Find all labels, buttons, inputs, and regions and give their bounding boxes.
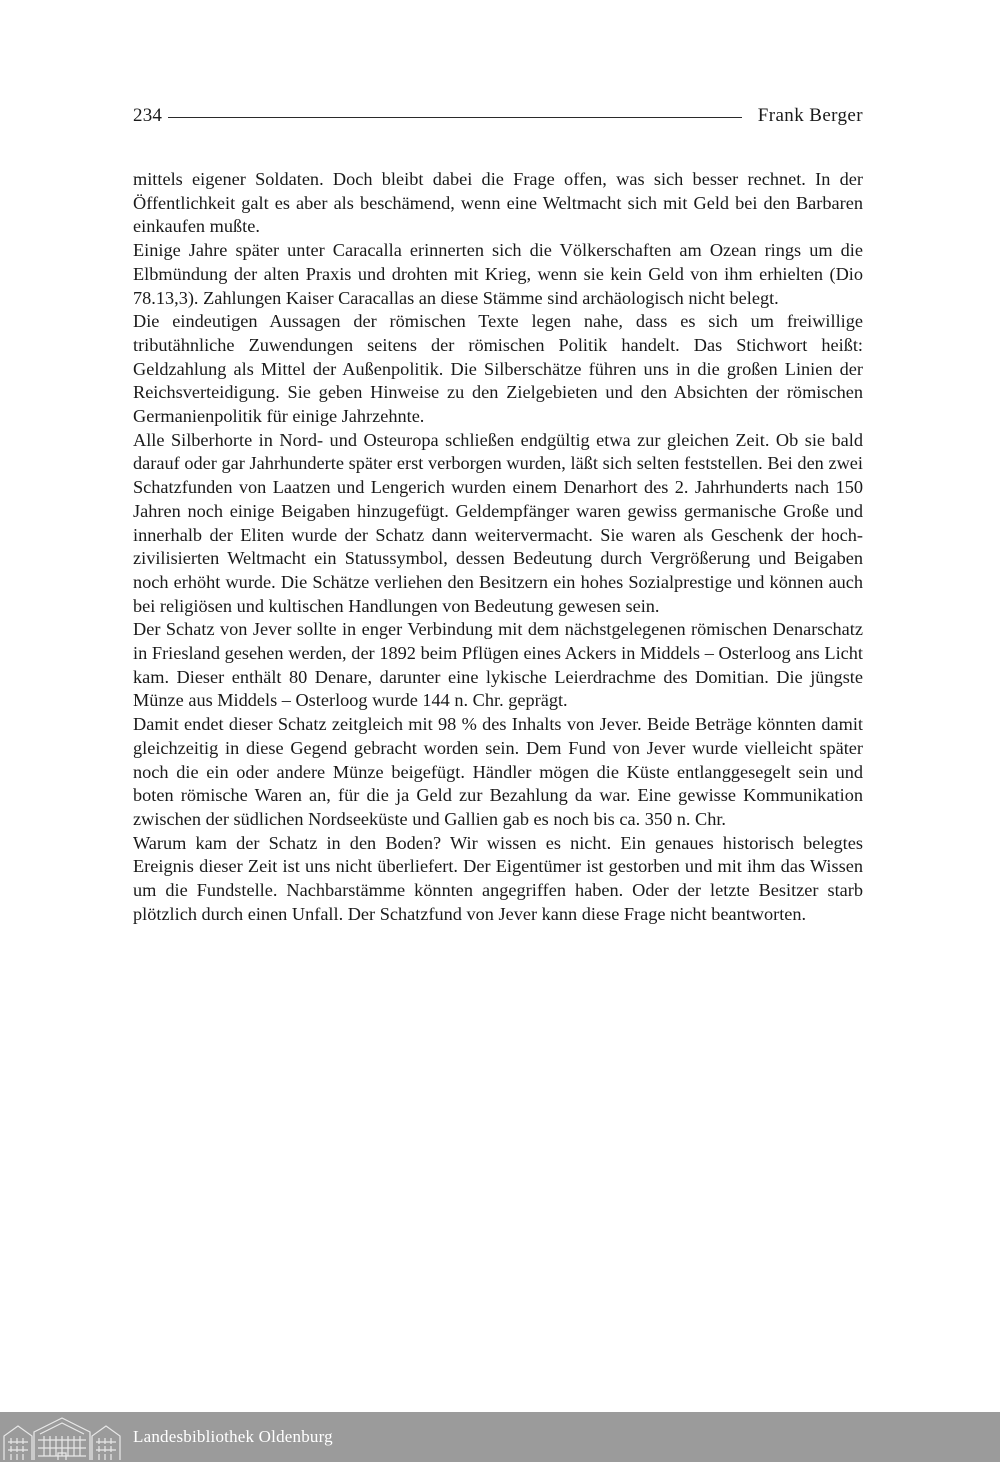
footer-label: Landesbibliothek Oldenburg: [133, 1427, 333, 1446]
running-head-author: Frank Berger: [757, 105, 863, 126]
paragraph: Die eindeutigen Aussagen der römischen Texte legen nahe, dass es sich um freiwillige tributähnliche Zuwendungen seitens der römischen Politik handelt. Das Stichwort heißt: Geldzahlung als Mittel der Außenpolitik. Die Silberschätze führen uns in die großen Linien der Reichsverteidigung. Sie geben Hinweise zu den Zielgebieten und den Absichten der römischen Germanienpolitik für einige Jahrzehnte.: [133, 311, 863, 427]
library-building-icon: [0, 1412, 124, 1462]
paragraph: Damit endet dieser Schatz zeitgleich mit 98 % des Inhalts von Jever. Beide Beträge könnten damit gleichzeitig in diese Gegend gebracht worden sein. Dem Fund von Jever wurde vielleicht später noch die ein oder andere Münze beigefügt. Händler mögen die Küste entlanggesegelt sein und boten römische Waren an, für die ja Geld zur Bezahlung da war. Eine gewisse Kommunikation zwischen der südlichen Nordseeküste und Gallien gab es noch bis ca. 350 n. Chr.: [133, 714, 863, 829]
page-number: 234: [133, 105, 163, 126]
paragraph: Alle Silberhorte in Nord- und Osteuropa schließen endgültig etwa zur gleichen Zeit. Ob sie bald darauf oder gar Jahrhunderte später erst verborgen wurden, läßt sich selten feststellen. Bei den zwei Schatzfunden von Laatzen und Lengerich wurden einem Denarhort des 2. Jahrhunderts nach 150 Jahren noch einige Beigaben hinzugefügt. Geldempfänger waren gewiss germanische Große und innerhalb der Eliten wurde der Schatz dann weitervermacht. Sie waren als Geschenk der hochzivilisierten Weltmacht ein Statussymbol, dessen Bedeutung durch Vergrößerung und Beigaben noch erhöht wurde. Die Schätze verliehen den Besitzern ein hohes Sozialprestige und können auch bei religiösen und kultischen Handlungen von Bedeutung gewesen sein.: [133, 429, 863, 616]
paragraph: Der Schatz von Jever sollte in enger Verbindung mit dem nächstgelegenen römischen Denarschatz in Friesland gesehen werden, der 1892 beim Pflügen eines Ackers in Middels – Osterloog ans Licht kam. Dieser enthält 80 Denare, darunter eine lykische Leierdrachme des Domitian. Die jüngste Münze aus Middels – Osterloog wurde 144 n. Chr. geprägt.: [133, 619, 863, 711]
header-rule: [168, 117, 742, 118]
paragraph: Einige Jahre später unter Caracalla erinnerten sich die Völkerschaften am Ozean rings um die Elbmündung der alten Praxis und drohten mit Krieg, wenn sie kein Geld von ihm erhielten (Dio 78.13,3). Zahlungen Kaiser Caracallas an diese Stämme sind archäologisch nicht belegt.: [133, 240, 863, 308]
running-head: [133, 103, 863, 129]
body-text: [133, 168, 863, 927]
paragraph: mittels eigener Soldaten. Doch bleibt dabei die Frage offen, was sich besser rechnet. In der Öffentlichkeit galt es aber als beschämend, wenn eine Weltmacht sich mit Geld bei den Barbaren einkaufen mußte.: [133, 169, 863, 237]
footer-bar: [0, 1412, 1000, 1462]
paragraph: Warum kam der Schatz in den Boden? Wir wissen es nicht. Ein genaues historisch belegtes Ereignis dieser Zeit ist uns nicht überliefert. Der Eigentümer ist gestorben und mit ihm das Wissen um die Fundstelle. Nachbarstämme könnten angegriffen haben. Oder der letzte Besitzer starb plötzlich durch einen Unfall. Der Schatzfund von Jever kann diese Frage nicht beantworten.: [133, 832, 863, 924]
